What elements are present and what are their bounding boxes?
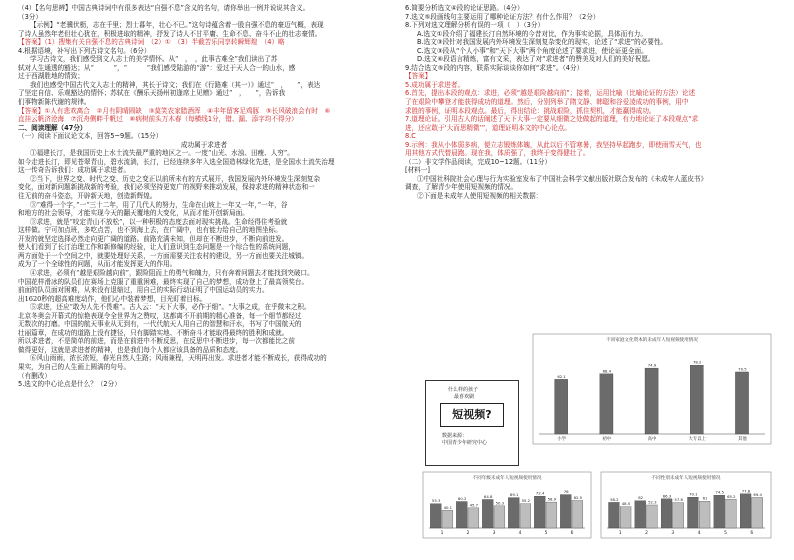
left-line: ⑥风山雨雨，浓长浓短，春光自然人生路；风雨兼程，天明再出发。求进者才能不断成长，获得成功的 bbox=[30, 354, 327, 363]
left-line: ④求进，必须有“越是艰险越向前”，跟险阻而上的勇气和魄力，只有奔着问题去才能找到突破口。 bbox=[30, 268, 314, 277]
chart-bar bbox=[699, 501, 710, 528]
left-line: ②当下，世界之变、时代之变、历史之变正以前所未有的方式展开，我国发展内外环境发生深刻复杂 bbox=[30, 174, 321, 183]
right-line: 用其他方式代替晨跑。现在我，体质强了，我终于变得健壮了。 bbox=[405, 149, 590, 158]
left-line: 轼对人生通透的豁达；从“ ”，“ ”我们感受陆游的“游”：爱过于天人合一的山水，感 bbox=[18, 63, 296, 72]
chart-bar bbox=[609, 502, 620, 528]
chart-bar bbox=[620, 507, 631, 528]
bar-value-label: 68.4 bbox=[602, 368, 612, 374]
bar-value-label: 62.5 bbox=[573, 495, 583, 500]
bar-value-label: 76 bbox=[563, 489, 569, 495]
left-line: 这样做。宁可加点班，多吃点苦，也不到海上去，在广阔中，也有能力给自己的地图坐标。 bbox=[18, 226, 282, 235]
left-line: 了诗人虽然年老但壮心犹在，积极进取的精神，抒发了诗人不甘平庸、生命不息、奋斗不止的壮志豪情。 bbox=[18, 29, 322, 38]
bar-value-label: 74.5 bbox=[715, 489, 724, 495]
chart-bar bbox=[735, 372, 748, 434]
left-line: 【答案】①人有悲欢离合 ②月有阴晴圆缺 ③莫笑农家腊酒浑 ④丰年留客足鸡豚 ⑤长风破浪会有时 ⑥ bbox=[18, 106, 331, 115]
chart-bar bbox=[546, 502, 557, 528]
left-line: 4.根据语境，补写出下列古诗文名句。（6分） bbox=[18, 46, 151, 55]
bar-value-label: 69.1 bbox=[509, 492, 519, 498]
left-line: 前面的队员面对困难，从来没有退缩过，用自己的实际行动证明了中国运动员的实力。 bbox=[18, 286, 269, 295]
category-label: 大专以上 bbox=[688, 437, 706, 442]
left-line: 成为了一个全球性的问题，从而才能发挥更大的作用。 bbox=[18, 260, 177, 269]
bar-value-label: 55.2 bbox=[521, 498, 531, 504]
left-line: 变化，面对新问题新挑战新的考验，我们必须坚持更宽广的视野来推动发展，保持求进的精神状态和一 bbox=[18, 183, 315, 192]
chart-bar bbox=[600, 374, 613, 434]
bar-value-label: 66.3 bbox=[662, 493, 672, 499]
chart-bar bbox=[430, 504, 441, 528]
bar-value-label: 69.4 bbox=[753, 491, 762, 497]
left-line: 使人们看到了长汀治理工作和新修编的经验，让人们意识到生态问题是一个综合性的系统问题， bbox=[18, 243, 295, 252]
right-line: （二）非文学作品阅读，完成10~12题。（11分） bbox=[405, 157, 552, 166]
bar-value-label: 62 bbox=[638, 495, 644, 501]
poster-line4: 中国青少年研究中心 bbox=[442, 440, 488, 446]
chart-bar bbox=[661, 499, 672, 528]
left-line: （3分） bbox=[18, 12, 42, 21]
left-line: 学习古诗文，我们感受到文人志士的美学情怀。从“ ， ，此事古难全”我们读出了苏 bbox=[30, 55, 278, 64]
left-line: 出1620秒的超高难度动作，他们心中装着梦想，目光盯着目标。 bbox=[18, 294, 207, 303]
left-line: 所以求进者，不是简单的前进，而是在前进中不断反思，在反思中不断进步，每一次都能比之前 bbox=[18, 337, 295, 346]
right-line: 6.首先，提出本段的观点：求进，必须“越是艰险越向前”；接着，运用比喻（比喻论证的方法）论述 bbox=[405, 89, 696, 98]
left-line: （一）阅读下面议论文本，回答5~9题。（15分） bbox=[18, 132, 163, 141]
chart-bar bbox=[534, 496, 545, 528]
chart-bar bbox=[456, 502, 467, 528]
category-label: 5 bbox=[544, 531, 548, 536]
left-line: 5.选文的中心论点是什么？（2分） bbox=[18, 380, 121, 389]
bar-value-label: 64.8 bbox=[483, 493, 493, 499]
category-label: 小学 bbox=[557, 437, 566, 442]
right-line: 了在艰险中攀登才能获得成功的道理。然后，分别列举了隋文静、韩聪和谷爱凌成功的事例，用中 bbox=[405, 98, 689, 107]
poster-line1: 什么样的孩子 bbox=[448, 387, 479, 393]
category-label: 4 bbox=[518, 531, 522, 536]
bar-value-label: 58.9 bbox=[547, 496, 557, 502]
bar-value-label: 40.1 bbox=[443, 504, 453, 510]
category-label: 6 bbox=[570, 531, 574, 536]
bar-value-label: 58.2 bbox=[610, 496, 619, 502]
right-line: 9.示例：我从小体弱多病，便立志锻炼体魄，从此以后不管寒暑，我坚持早起跑步，即使雨雪天气，也 bbox=[405, 140, 702, 149]
left-line: 这一传奇告诉我们：成功属于求进者。 bbox=[18, 166, 131, 175]
chart-bar bbox=[468, 508, 479, 528]
chart-bar bbox=[442, 510, 453, 528]
left-line: 中国花样滑冰的队员们在赛场上克服了重重困难，最终实现了自己的梦想，成功登上了最高领奖台。 bbox=[18, 277, 309, 286]
bar-value-label: 52.3 bbox=[648, 499, 657, 505]
category-label: 5 bbox=[724, 531, 727, 536]
left-line: 无数次的打磨。中国的航天事业从无到有，一代代航天人用自己的智慧和汗水，书写了中国航天的 bbox=[18, 320, 302, 329]
chart-bar bbox=[740, 494, 751, 528]
chart-bar bbox=[508, 498, 519, 528]
category-label: 2 bbox=[466, 531, 470, 536]
left-line: 二、阅读理解（47分） bbox=[18, 123, 87, 132]
category-label: 1 bbox=[440, 531, 444, 536]
left-line: 【答案】（1）搜集有关自强不息的古典诗词 （2）① （3）半截苦乐同享转瞬辉煌 （4）略 bbox=[18, 38, 285, 47]
left-line: ③求进，就是“咬定青山不放松”，以一种积极的态度去面对现实挑战。生命经得住考验就 bbox=[30, 217, 288, 226]
right-line: ②下面是未成年人使用短视频的相关数据： bbox=[417, 192, 543, 201]
chart-title: 不同家庭文化资本的未成年人短视频使用情况 bbox=[606, 338, 698, 343]
chart-bar bbox=[647, 505, 658, 528]
left-line: 直挂云帆济沧海 ⑦沉舟侧畔千帆过 ⑧病树前头万木春（每横线1分，错、漏、添字均不得分） bbox=[18, 115, 298, 124]
left-line: 壮丽篇章，在成功的道路上没有捷径，只有脚踏实地、不断奋斗才能取得最终的胜利和成就。 bbox=[18, 328, 289, 337]
left-line: ①福建长汀，是我国历史上水土流失最严重的地区之一。一度“山光、水浊、田瘦、人穷”。 bbox=[30, 149, 294, 158]
right-line: 进，还应敢于‘大而思精微’”，道理证明本文的中心论点。 bbox=[405, 123, 571, 132]
right-line: 7.道理论证。引用古人的话阐述了天下大事一定要从细微之处做起的道理，有力地论证了本段观点“求 bbox=[405, 115, 699, 124]
left-line: 果实，为自己的人生画上圆满的句号。 bbox=[18, 362, 131, 371]
left-line: 我们也感受中国古代文人志士的精神，其长于诗文；我们在《行路难（其一）》通过“ ， ”，表达 bbox=[30, 80, 321, 89]
chart-bar bbox=[635, 501, 646, 528]
left-line: 和地方的社会领导，才能实现今天的翻天覆地的大变化，从而才能开创新局面。 bbox=[18, 209, 249, 218]
chart-bar bbox=[726, 499, 737, 528]
right-line: 调查，了解青少年使用短视频的情况。 bbox=[405, 183, 518, 192]
bar-value-label: 50.3 bbox=[495, 500, 505, 506]
chart-bar bbox=[714, 495, 725, 528]
right-line: A.选文①段介绍了福建长汀自然环境的今昔对比，作为事实论据，具体而有力。 bbox=[417, 29, 647, 38]
category-label: 3 bbox=[671, 531, 675, 536]
category-label: 2 bbox=[645, 531, 648, 536]
bar-value-label: 74.9 bbox=[647, 362, 657, 368]
poster-headline: 短视频? bbox=[440, 403, 504, 427]
left-line: 们事物新陈代谢的规律。 bbox=[18, 98, 91, 107]
left-line: ③“难得一个字，”一“三十二年，用了几代人的努力，生命在山坡上一年又一年，”一年，谷 bbox=[30, 200, 288, 209]
material-figure bbox=[405, 322, 781, 550]
chart-bar bbox=[645, 368, 658, 434]
category-label: 其他 bbox=[738, 437, 747, 442]
bar-value-label: 57.8 bbox=[674, 497, 683, 503]
chart-bar bbox=[688, 497, 699, 528]
chart-bar bbox=[520, 504, 531, 528]
category-label: 初中 bbox=[602, 437, 612, 442]
left-line: 往无前的奋斗姿态，开辟新天地，创造新辉煌。 bbox=[18, 192, 157, 201]
chart-title: 不同年级未成年人短视频使用情况 bbox=[472, 476, 542, 481]
right-line: 8.下列对选文理解分析有误的一项（ ）（3分） bbox=[405, 21, 545, 30]
bar-value-label: 55.3 bbox=[431, 498, 441, 504]
chart-bar bbox=[555, 379, 568, 434]
left-line: ⑤求进，还应“敢为人先不畏难”。古人云：“天下大事，必作于细”。“大事之成，在乎微末之积。 bbox=[30, 303, 311, 312]
right-line: 8.C bbox=[405, 132, 416, 141]
category-label: 高中 bbox=[647, 437, 657, 442]
chart-bar bbox=[690, 365, 703, 434]
category-label: 4 bbox=[697, 531, 701, 536]
right-line: D.选文⑥段语言精炼，富有文采，表达了对“求进者”的赞美及对人们的美好祝愿。 bbox=[417, 55, 655, 64]
bar-value-label: 48.5 bbox=[621, 501, 631, 507]
bar-value-label: 70.1 bbox=[689, 491, 698, 497]
bar-value-label: 72.4 bbox=[535, 490, 545, 496]
right-line: 6.简要分析选文④段的论证思路。（4分） bbox=[405, 4, 524, 12]
left-line: 了坚定自信、乐观豁达的情怀；苏轼在《酬乐天扬州初逢席上见赠》通过“ ， ”，告诉我 bbox=[18, 89, 286, 98]
category-label: 3 bbox=[492, 531, 496, 536]
bar-charts bbox=[405, 322, 781, 550]
right-line: [材料一] bbox=[405, 166, 430, 175]
right-line: 7.选文⑤段画线句主要运用了哪种论证方法？有什么作用？（2分） bbox=[405, 12, 600, 21]
left-line: 做得更好，这就是求进者的精神，也是我们每个人都应该具备的品质和态度。 bbox=[18, 345, 243, 354]
right-line: C.选文③段从“个人小事”和“天下大事”两个角度论述了要求进，使论证更全面。 bbox=[417, 46, 648, 55]
chart-bar bbox=[560, 495, 571, 528]
chart-bar bbox=[572, 501, 583, 529]
chart-bar bbox=[494, 506, 505, 528]
left-column bbox=[18, 4, 390, 556]
chart-bar bbox=[482, 499, 493, 528]
left-line: 过于西湖胜地的情致； bbox=[18, 72, 84, 81]
bar-value-label: 77.8 bbox=[741, 488, 751, 494]
left-line: 开发的就坚定选择必然走向更广阔的道路。前路充满未知，但却在不断进步，不断向前进发。 bbox=[18, 234, 289, 243]
right-line: ①中国社科院社会心理与行为实验室发布了中国社会科学文献出版社联合发布的《未成年人蓝皮书》 bbox=[417, 174, 708, 183]
right-line: 9.结合选文⑤段的内容，联系实际谈谈你如何“求进”。（4分） bbox=[405, 63, 584, 72]
category-label: 1 bbox=[618, 531, 622, 536]
bar-value-label: 61 bbox=[702, 495, 708, 501]
left-line: 成功属于求进者 bbox=[180, 140, 228, 149]
chart-bar bbox=[752, 497, 763, 528]
right-line: 【答案】 bbox=[405, 72, 432, 81]
chart-title: 不同性别未成年人短视频使用情况 bbox=[651, 476, 721, 481]
bar-value-label: 60.2 bbox=[457, 496, 467, 502]
left-line: （有删改） bbox=[18, 371, 51, 380]
bar-value-label: 45.7 bbox=[469, 502, 479, 508]
right-line: 求胜的事例，证明本段观点。最后，得出结论：挑战艰险，抓住契机，才能赢得成功。 bbox=[405, 106, 656, 115]
poster-line2: 最喜欢刷 bbox=[454, 394, 475, 400]
poster-line3: 数据来源： bbox=[442, 433, 468, 439]
category-label: 6 bbox=[750, 531, 754, 536]
right-line: 5.成功属于求进者。 bbox=[405, 80, 465, 89]
bar-value-label: 65.2 bbox=[727, 493, 736, 499]
bar-value-label: 62.1 bbox=[557, 373, 566, 379]
right-line: B.选文③段针对我国发展内外环境发生深刻复杂变化的现实，论述了“求进”的必要性。 bbox=[417, 38, 668, 47]
left-line: 两方面处于一个空间之中，就要处理好关系，一方面需要关注农村的建设，另一方面也要关注城镇。 bbox=[18, 251, 309, 260]
chart-bar bbox=[673, 503, 684, 528]
left-line: 【示例】“老骥伏枥，志在千里；烈士暮年，壮心不已。”这句诗蕴含着一股自强不息的豪迈气概，表现 bbox=[30, 21, 324, 30]
left-line: （4）【名句思辨】中国古典诗词中有很多表达“自强不息”含义的名句，请你举出一例并说说其含义。 bbox=[18, 4, 310, 12]
bar-value-label: 78.2 bbox=[692, 359, 702, 365]
left-line: 如今走进长汀，即见苍翠青山，碧水流淌，长汀，已经连续多年入选全国造林绿化先进，是全国水土流失治理 bbox=[18, 157, 335, 166]
left-line: 北京冬奥会开幕式的惊艳表现令全世界为之赞叹，这都离不开前期的精心准备，每一个细节都经过 bbox=[18, 311, 302, 320]
bar-value-label: 70.5 bbox=[738, 366, 747, 372]
